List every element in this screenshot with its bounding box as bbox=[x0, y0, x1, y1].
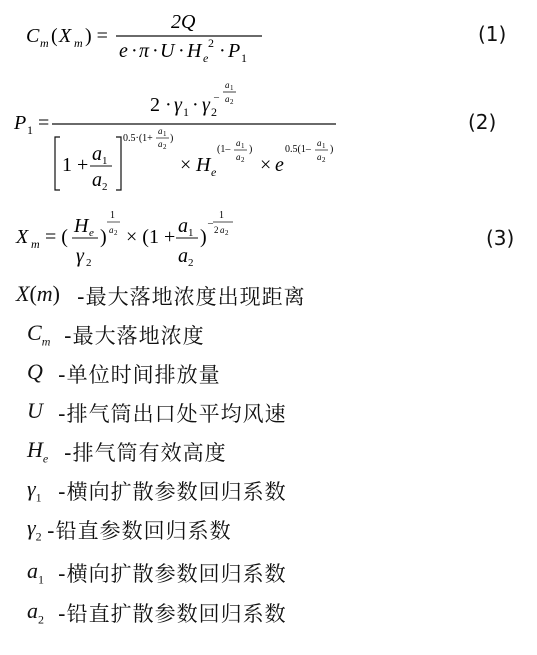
svg-text:1: 1 bbox=[163, 130, 167, 138]
svg-text:0.5(1–: 0.5(1– bbox=[285, 144, 311, 155]
svg-text:a: a bbox=[178, 215, 188, 237]
svg-text:–: – bbox=[214, 92, 219, 103]
svg-text:e: e bbox=[119, 40, 128, 62]
svg-text:a: a bbox=[225, 80, 230, 90]
legend-symbol: $\gamma_1$ bbox=[27, 476, 42, 505]
svg-text:m: m bbox=[74, 36, 83, 50]
legend-symbol: $a_2$ bbox=[27, 598, 44, 627]
svg-text:γ: γ bbox=[76, 245, 84, 267]
svg-text:·: · bbox=[192, 94, 199, 116]
svg-text:× (1 +: × (1 + bbox=[126, 226, 176, 248]
svg-text:a: a bbox=[317, 138, 322, 148]
svg-text:2: 2 bbox=[322, 156, 326, 164]
equation-3 bbox=[0, 0, 537, 280]
equation-2-number: (2) bbox=[468, 110, 497, 134]
svg-text:a: a bbox=[317, 152, 322, 162]
svg-text:2: 2 bbox=[102, 181, 108, 193]
svg-text:a: a bbox=[92, 169, 102, 191]
svg-text:e: e bbox=[203, 51, 209, 65]
svg-text:a: a bbox=[236, 138, 241, 148]
svg-text:0.5·(1+: 0.5·(1+ bbox=[123, 133, 153, 144]
svg-text:2: 2 bbox=[208, 36, 214, 50]
svg-text:·: · bbox=[152, 40, 159, 62]
svg-text:1: 1 bbox=[241, 142, 245, 150]
svg-text:P: P bbox=[14, 112, 27, 134]
svg-text:2: 2 bbox=[241, 156, 245, 164]
svg-text:): ) bbox=[330, 144, 334, 155]
svg-text:P: P bbox=[228, 40, 241, 62]
svg-text:1: 1 bbox=[322, 142, 326, 150]
svg-text:e: e bbox=[275, 154, 284, 176]
equation-1-number: (1) bbox=[478, 22, 507, 46]
svg-text:1: 1 bbox=[230, 84, 234, 92]
legend-description: -单位时间排放量 bbox=[58, 363, 221, 387]
svg-text:2: 2 bbox=[230, 98, 234, 106]
svg-text:H: H bbox=[187, 40, 202, 62]
svg-text:×: × bbox=[260, 154, 272, 176]
legend-symbol: $\gamma_2$ bbox=[27, 515, 42, 544]
legend-symbol: $a_1$ bbox=[27, 558, 44, 587]
legend-symbol: $C_m$ bbox=[27, 320, 51, 349]
legend-description: -横向扩散参数回归系数 bbox=[58, 562, 287, 586]
svg-text:): ) bbox=[200, 226, 207, 248]
svg-text:·: · bbox=[178, 40, 185, 62]
svg-text:): ) bbox=[249, 144, 253, 155]
equation-3-number: (3) bbox=[486, 226, 515, 250]
svg-text:2: 2 bbox=[214, 225, 219, 235]
svg-text:×: × bbox=[180, 154, 192, 176]
legend-symbol: U bbox=[27, 398, 43, 423]
svg-text:U: U bbox=[160, 40, 175, 62]
svg-text:1: 1 bbox=[188, 227, 194, 239]
svg-text:a: a bbox=[158, 126, 163, 136]
legend-symbol: $H_e$ bbox=[27, 437, 49, 466]
svg-text:(1–: (1– bbox=[217, 144, 231, 155]
svg-text:1 +: 1 + bbox=[62, 154, 89, 176]
svg-text:·: · bbox=[131, 40, 138, 62]
svg-text:): ) bbox=[100, 226, 107, 248]
svg-text:γ: γ bbox=[202, 94, 210, 116]
svg-text:H: H bbox=[74, 215, 89, 237]
svg-text:) =: ) = bbox=[85, 25, 108, 47]
svg-text:2: 2 bbox=[86, 257, 92, 269]
legend-symbol: X(m) bbox=[16, 281, 60, 306]
svg-text:= (: = ( bbox=[45, 226, 68, 248]
svg-text:2: 2 bbox=[188, 257, 194, 269]
legend-description: -排气筒有效高度 bbox=[64, 441, 227, 465]
svg-text:1: 1 bbox=[241, 51, 247, 65]
svg-text:e: e bbox=[89, 227, 94, 239]
svg-text:1: 1 bbox=[219, 210, 224, 221]
svg-text:π: π bbox=[139, 40, 150, 62]
svg-text:a: a bbox=[178, 245, 188, 267]
legend-description: -最大落地浓度 bbox=[64, 324, 205, 348]
svg-text:e: e bbox=[211, 165, 217, 179]
svg-text:1: 1 bbox=[102, 155, 108, 167]
svg-text:a: a bbox=[220, 225, 225, 235]
svg-text:a: a bbox=[109, 225, 114, 235]
svg-text:2: 2 bbox=[211, 105, 217, 119]
svg-text:γ: γ bbox=[174, 94, 182, 116]
legend-description: -排气筒出口处平均风速 bbox=[58, 402, 287, 426]
svg-text:a: a bbox=[158, 139, 163, 149]
legend-description: -铅直参数回归系数 bbox=[47, 519, 232, 543]
svg-text:m: m bbox=[31, 237, 40, 251]
svg-text:(: ( bbox=[51, 25, 58, 47]
svg-text:a: a bbox=[225, 94, 230, 104]
svg-text:–: – bbox=[208, 218, 213, 229]
svg-text:1: 1 bbox=[27, 123, 33, 137]
svg-text:a: a bbox=[236, 152, 241, 162]
svg-text:1: 1 bbox=[110, 210, 115, 221]
svg-text:X: X bbox=[59, 25, 72, 47]
svg-text:=: = bbox=[38, 112, 50, 134]
svg-text:2Q: 2Q bbox=[171, 11, 196, 33]
legend-description: -铅直扩散参数回归系数 bbox=[58, 602, 287, 626]
svg-text:m: m bbox=[40, 36, 49, 50]
legend-description: -横向扩散参数回归系数 bbox=[58, 480, 287, 504]
svg-text:2: 2 bbox=[163, 143, 167, 151]
svg-text:a: a bbox=[92, 143, 102, 165]
svg-text:X: X bbox=[16, 226, 29, 248]
legend-symbol: Q bbox=[27, 359, 43, 384]
svg-text:H: H bbox=[196, 154, 211, 176]
svg-text:): ) bbox=[170, 133, 174, 144]
svg-text:C: C bbox=[26, 25, 40, 47]
svg-text:1: 1 bbox=[183, 105, 189, 119]
svg-text:2: 2 bbox=[225, 229, 229, 237]
svg-text:·: · bbox=[219, 40, 226, 62]
legend-description: -最大落地浓度出现距离 bbox=[77, 285, 306, 309]
svg-text:2 ·: 2 · bbox=[150, 94, 172, 116]
svg-text:2: 2 bbox=[114, 229, 118, 237]
